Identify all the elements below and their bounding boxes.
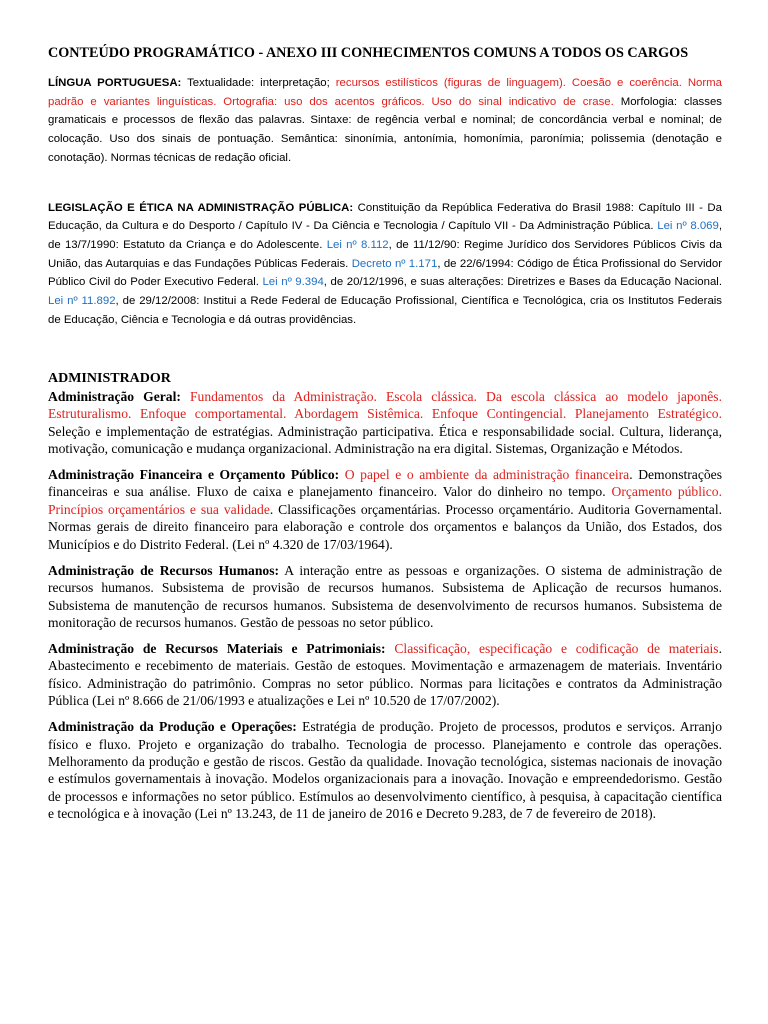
- law-link[interactable]: Lei nº 9.394: [262, 276, 324, 289]
- text-run: Estratégia de produção. Projeto de processos, produtos e serviços. Arranjo físico e fluxo. Projeto e organização do trabalho. Tecnologia de processo. Planejamento e controle das operações. Melhoramento da produção e gestão de riscos. Gestão da qualidade. Inovação tecnológica, sistemas nacionais de inovação e estímulos governamentais à inovação. Modelos organizacionais para a inovação. Inovação e empreendedorismo. Gestão de processos e informações no setor público. Estímulos ao desenvolvimento científico, à pesquisa, à capacitação científica e tecnológica e à inovação (Lei nº 13.243, de 11 de janeiro de 2016 e Decreto 9.283, de 7 de fevereiro de 2018).: [48, 719, 722, 822]
- section-label: Administração Financeira e Orçamento Público:: [48, 467, 340, 483]
- highlighted-text: O papel e o ambiente da administração financeira: [339, 467, 630, 483]
- text-run: Textualidade: interpretação;: [181, 77, 336, 89]
- administracao-geral-section: [48, 388, 722, 458]
- lingua-portuguesa-section: [48, 74, 722, 168]
- text-run: A interação entre as pessoas e organizações. O sistema de administração de recursos humanos. Subsistema de provisão de recursos humanos. Subsistema de Aplicação de recursos humanos. Subsistema de manutenção de recursos humanos. Subsistema de desenvolvimento de recursos humanos. Subsistema de monitoração de recursos humanos. Gestão de pessoas no setor público.: [48, 562, 722, 630]
- recursos-materiais-section: [48, 640, 722, 710]
- text-run: Morfologia: classes gramaticais e processos de flexão das palavras. Sintaxe: de regência verbal e nominal; de concordância verbal e nominal; de colocação. Uso dos sinais de pontuação. Semântica: sinonímia, antonímia, homonímia, paronímia; polissemia (denotação e conotação). Normas técnicas de redação oficial.: [48, 95, 722, 164]
- text-run: , de 22/6/1994: Código de Ética Profissional do Servidor Público Civil do Poder Executivo Federal.: [48, 257, 723, 289]
- text-run: , de 29/12/2008: Institui a Rede Federal de Educação Profissional, Científica e Tecnológica, cria os Institutos Federais de Educação, Ciência e Tecnologia e dá outras providências.: [48, 295, 723, 326]
- recursos-humanos-section: [48, 562, 722, 632]
- section-label: Administração da Produção e Operações:: [48, 719, 297, 735]
- text-run: , de 20/12/1996, e suas alterações: Diretrizes e Bases da Educação Nacional.: [323, 276, 722, 289]
- section-label: Administração de Recursos Materiais e Patrimoniais:: [48, 640, 386, 656]
- highlighted-text: Classificação, especificação e codificação de materiais: [385, 640, 719, 656]
- legislacao-section: [48, 199, 722, 330]
- law-link[interactable]: Lei nº 8.112: [326, 238, 389, 251]
- highlighted-text: Fundamentos da Administração. Escola clássica. Da escola clássica ao modelo japonês. Estruturalismo. Enfoque comportamental. Abordagem Sistêmica. Enfoque Contingencial. Planejamento Estratégico.: [48, 388, 722, 422]
- document-page: [48, 44, 722, 823]
- administracao-financeira-section: [48, 466, 722, 553]
- text-run: Seleção e implementação de estratégias. Administração participativa. Ética e responsabilidade social. Cultura, liderança, motivação, comunicação e mudança organizacional. Administração na era digital. Sistemas, Organização e Métodos.: [48, 423, 722, 457]
- section-label: Administração Geral:: [48, 388, 181, 404]
- section-label: LEGISLAÇÃO E ÉTICA NA ADMINISTRAÇÃO PÚBLICA:: [48, 201, 354, 214]
- section-label: Administração de Recursos Humanos:: [48, 562, 280, 578]
- producao-operacoes-section: [48, 718, 722, 822]
- highlighted-text: recursos estilísticos (figuras de linguagem). Coesão e coerência. Norma padrão e variantes linguísticas. Ortografia: uso dos acentos gráficos. Uso do sinal indicativo de crase.: [48, 77, 723, 108]
- highlighted-text: Orçamento público. Princípios orçamentários e sua validade: [48, 484, 722, 517]
- law-link[interactable]: Lei nº 11.892: [48, 295, 116, 308]
- text-run: . Demonstrações financeiras e sua análise. Fluxo de caixa e planejamento financeiro. Valor do dinheiro no tempo.: [48, 467, 722, 500]
- text-run: Constituição da República Federativa do Brasil 1988: Capítulo III - Da Educação, da Cultura e do Desporto / Capítulo IV - Da Ciência e Tecnologia / Capítulo VII - Da Administração Pública.: [48, 201, 722, 233]
- text-run: , de 13/7/1990: Estatuto da Criança e do Adolescente.: [48, 220, 722, 251]
- law-link[interactable]: Decreto nº 1.171: [351, 257, 438, 270]
- text-run: . Abastecimento e recebimento de materiais. Gestão de estoques. Movimentação e armazenagem de materiais. Inventário físico. Administração do patrimônio. Compras no setor público. Normas para licitações e contratos da Administração Pública (Lei nº 8.666 de 21/06/1993 e atualizações e Lei nº 10.520 de 17/07/2002).: [48, 640, 722, 709]
- text-run: , de 11/12/90: Regime Jurídico dos Servidores Públicos Civis da União, das Autarquias e das Fundações Públicas Federais.: [48, 238, 722, 270]
- text-run: . Classificações orçamentárias. Processo orçamentário. Auditoria Governamental. Normas gerais de direito financeiro para elaboração e controle dos orçamentos e balanços da União, dos Estados, dos Municípios e do Distrito Federal. (Lei nº 4.320 de 17/03/1964).: [48, 501, 722, 552]
- administrador-heading: ADMINISTRADOR: [48, 371, 171, 387]
- page-title: CONTEÚDO PROGRAMÁTICO - ANEXO III CONHECIMENTOS COMUNS A TODOS OS CARGOS: [48, 45, 689, 61]
- law-link[interactable]: Lei nº 8.069: [657, 220, 719, 233]
- section-label: LÍNGUA PORTUGUESA:: [48, 77, 182, 89]
